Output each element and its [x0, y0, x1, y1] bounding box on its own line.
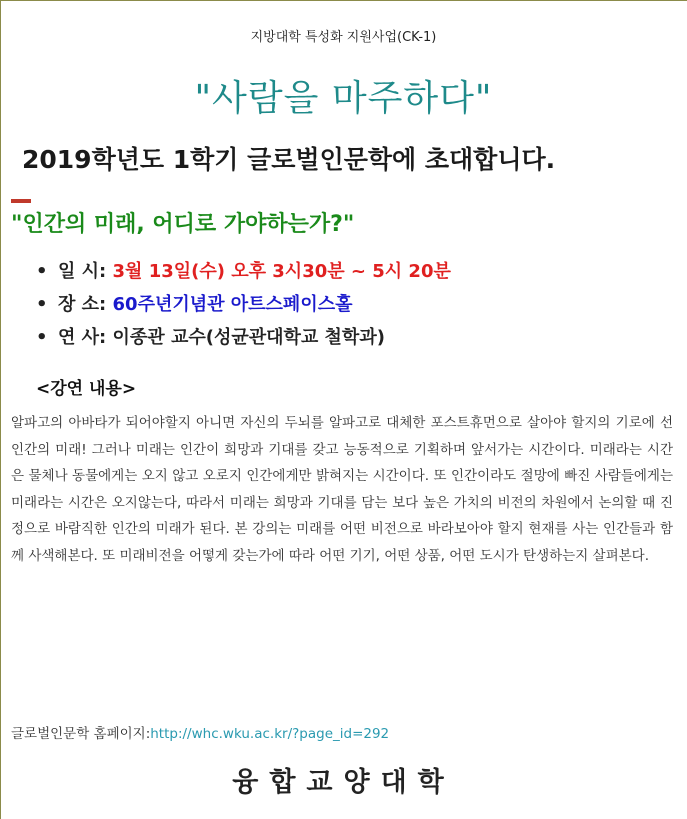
detail-label: 연 사: [58, 327, 113, 348]
lecture-title: "인간의 미래, 어디로 가야하는가?" [11, 212, 355, 237]
bullet-icon: • [36, 294, 48, 315]
bullet-icon: • [36, 261, 48, 282]
detail-label: 일 시: [58, 261, 113, 282]
lecture-details-list [36, 258, 451, 357]
footer-org: 융합교양대학 [232, 767, 455, 798]
homepage-line [11, 722, 389, 742]
page-title: "사람을 마주하다" [194, 78, 493, 119]
detail-label: 장 소: [58, 294, 113, 315]
detail-value: 60주년기념관 아트스페이스홀 [112, 294, 353, 315]
invitation-heading: 2019학년도 1학기 글로벌인문학에 초대합니다. [22, 145, 556, 174]
lecture-description: 알파고의 아바타가 되어야할지 아니면 자신의 두뇌를 알파고로 대체한 포스트휴먼으로 살아야 할지의 기로에 선 인간의 미래! 그러나 미래는 인간이 희망과 기대를 갖고 능동적으로 기획하며 앞서가는 시간이다. 미래라는 시간은 물체나 동물에게는 오지 않고 오로지 인간에게만 밝혀지는 시간이다. 또 인간이라도 절망에 빠진 사람들에게는 미래라는 시간은 오지않는다, 따라서 미래는 희망과 기대를 담는 보다 높은 가치의 비전의 차원에서 논의할 때 진정으로 바람직한 인간의 미래가 된다. 본 강의는 미래를 어떤 비전으로 바라보아야 할지 현재를 사는 인간들과 함께 사색해본다. 또 미래비전을 어떻게 갖는가에 따라 어떤 기기, 어떤 상품, 어떤 도시가 탄생하는지 살펴본다. [11, 415, 673, 564]
detail-venue [36, 291, 451, 324]
detail-value: 이종관 교수(성균관대학교 철학과) [112, 327, 385, 348]
detail-value: 3월 13일(수) 오후 3시30분 ~ 5시 20분 [112, 261, 451, 282]
homepage-label: 글로벌인문학 홈페이지: [11, 726, 151, 742]
content-heading: <강연 내용> [36, 379, 137, 399]
bullet-icon: • [36, 327, 48, 348]
detail-speaker [36, 324, 451, 357]
detail-date [36, 258, 451, 291]
program-name: 지방대학 특성화 지원사업(CK-1) [250, 30, 437, 45]
accent-bar [11, 199, 31, 203]
homepage-link[interactable]: http://whc.wku.ac.kr/?page_id=292 [150, 726, 390, 742]
